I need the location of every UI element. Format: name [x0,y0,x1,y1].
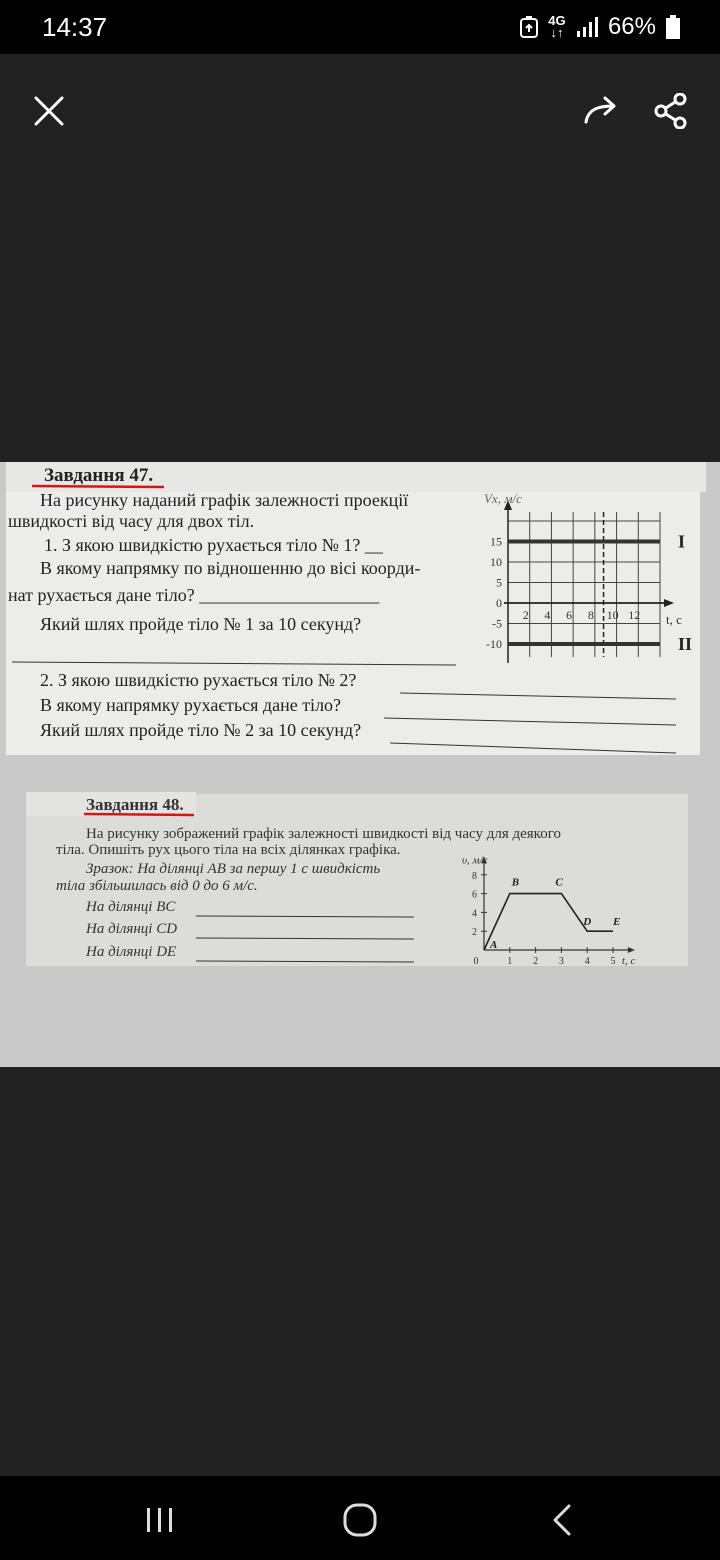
share-button[interactable] [644,84,698,138]
recents-button[interactable] [130,1490,190,1550]
chart48-x-tick-label: 1 [507,956,513,967]
worksheet-photo [0,462,720,1067]
task47-line-8: В якому напрямку рухається дане тіло? [40,695,342,715]
network-type: 4G ↓↑ [548,13,566,40]
chart48-y-tick-label: 4 [472,908,477,920]
share-icon [654,93,688,129]
task48-line-3: Зразок: На ділянці AB за першу 1 с швидкість [86,861,381,877]
task47-line-1: На рисунку наданий графік залежності проекції [40,490,409,510]
home-icon [343,1503,377,1537]
task48-line-6: На ділянці CD [86,921,178,937]
chart48-point-label: B [511,876,520,889]
task48-title: Завдання 48. [86,795,184,814]
chart48-x-label: t, c [621,955,636,967]
chart48-x-tick-label: 0 [473,956,479,967]
chart48-x-tick-label: 2 [533,956,539,967]
task48-line-2: тіла. Опишіть рух цього тіла на всіх ділянках графіка. [56,842,401,858]
chart48-y-tick-label: 6 [472,889,477,901]
task47-line-6: Який шлях пройде тіло № 1 за 10 секунд? [40,614,362,634]
task48-line-7: На ділянці DE [86,944,177,960]
chart48-x-tick-label: 3 [558,956,564,967]
chart48-point-label: E [613,916,621,929]
status-time: 14:37 [42,12,108,42]
chart47-y-tick-label: -10 [486,637,502,651]
chart47-series-label: II [678,634,693,654]
chart48-point-label: D [583,916,592,929]
close-icon [34,96,64,126]
navigation-bar [0,1476,720,1560]
chart47-y-tick-label: 5 [496,575,502,590]
status-icons [520,12,680,42]
chart48-y-label: υ, м/с [462,854,488,867]
chart47-x-tick-label: 4 [544,608,551,622]
chart47-y-tick-label: -5 [492,616,502,631]
task47-line-5: нат рухається дане тіло? ____________________ [8,585,380,605]
chart48-y-tick-label: 8 [472,870,477,882]
chart47-x-tick-label: 6 [566,608,573,622]
battery-percent: 66% [607,13,656,40]
chart47-y-tick-label: 15 [490,534,502,549]
battery-icon [666,15,680,39]
task47-line-9: Який шлях пройде тіло № 2 за 10 секунд? [40,720,362,740]
chart47-x-tick-label: 12 [628,608,641,622]
recycle-icon [520,16,538,38]
chart47-x-tick-label: 10 [606,608,619,622]
chart47-x-tick-label: 8 [587,608,594,622]
chart47-y-tick-label: 0 [496,596,502,610]
task48-line-5: На ділянці BC [86,899,176,915]
task48-line-1: На рисунку зображений графік залежності швидкості від часу для деякого [86,826,561,842]
back-icon [551,1504,573,1536]
chart48-x-tick-label: 4 [584,956,590,967]
chart47-y-label: Vx, м/с [484,491,522,506]
forward-icon [583,96,619,126]
task47-line-7: 2. З якою швидкістю рухається тіло № 2? [40,670,357,690]
task47-line-3: 1. З якою швидкістю рухається тіло № 1? __ [44,535,383,555]
signal-icon [576,17,598,37]
task48-line-4: тіла збільшилась від 0 до 6 м/с. [56,878,258,894]
chart47-series-label: I [678,531,686,552]
photo-viewer-image[interactable] [0,462,720,1067]
status-bar [0,0,720,54]
recents-icon [145,1506,175,1534]
chart48-point-label: A [490,939,498,951]
chart47-x-label: t, c [666,612,682,627]
home-button[interactable] [330,1490,390,1550]
chart47-y-tick-label: 10 [490,555,502,569]
task47-line-4: В якому напрямку по відношенню до вісі коорди- [40,558,421,578]
chart48-y-tick-label: 2 [472,927,477,939]
back-button[interactable] [532,1490,592,1550]
close-button[interactable] [22,84,76,138]
chart47-x-tick-label: 2 [522,608,529,622]
task47-line-2: швидкості від часу для двох тіл. [8,511,255,531]
chart48-point-label: C [555,876,563,889]
chart48-x-tick-label: 5 [610,956,616,967]
forward-button[interactable] [574,84,628,138]
task47-title: Завдання 47. [44,465,154,486]
